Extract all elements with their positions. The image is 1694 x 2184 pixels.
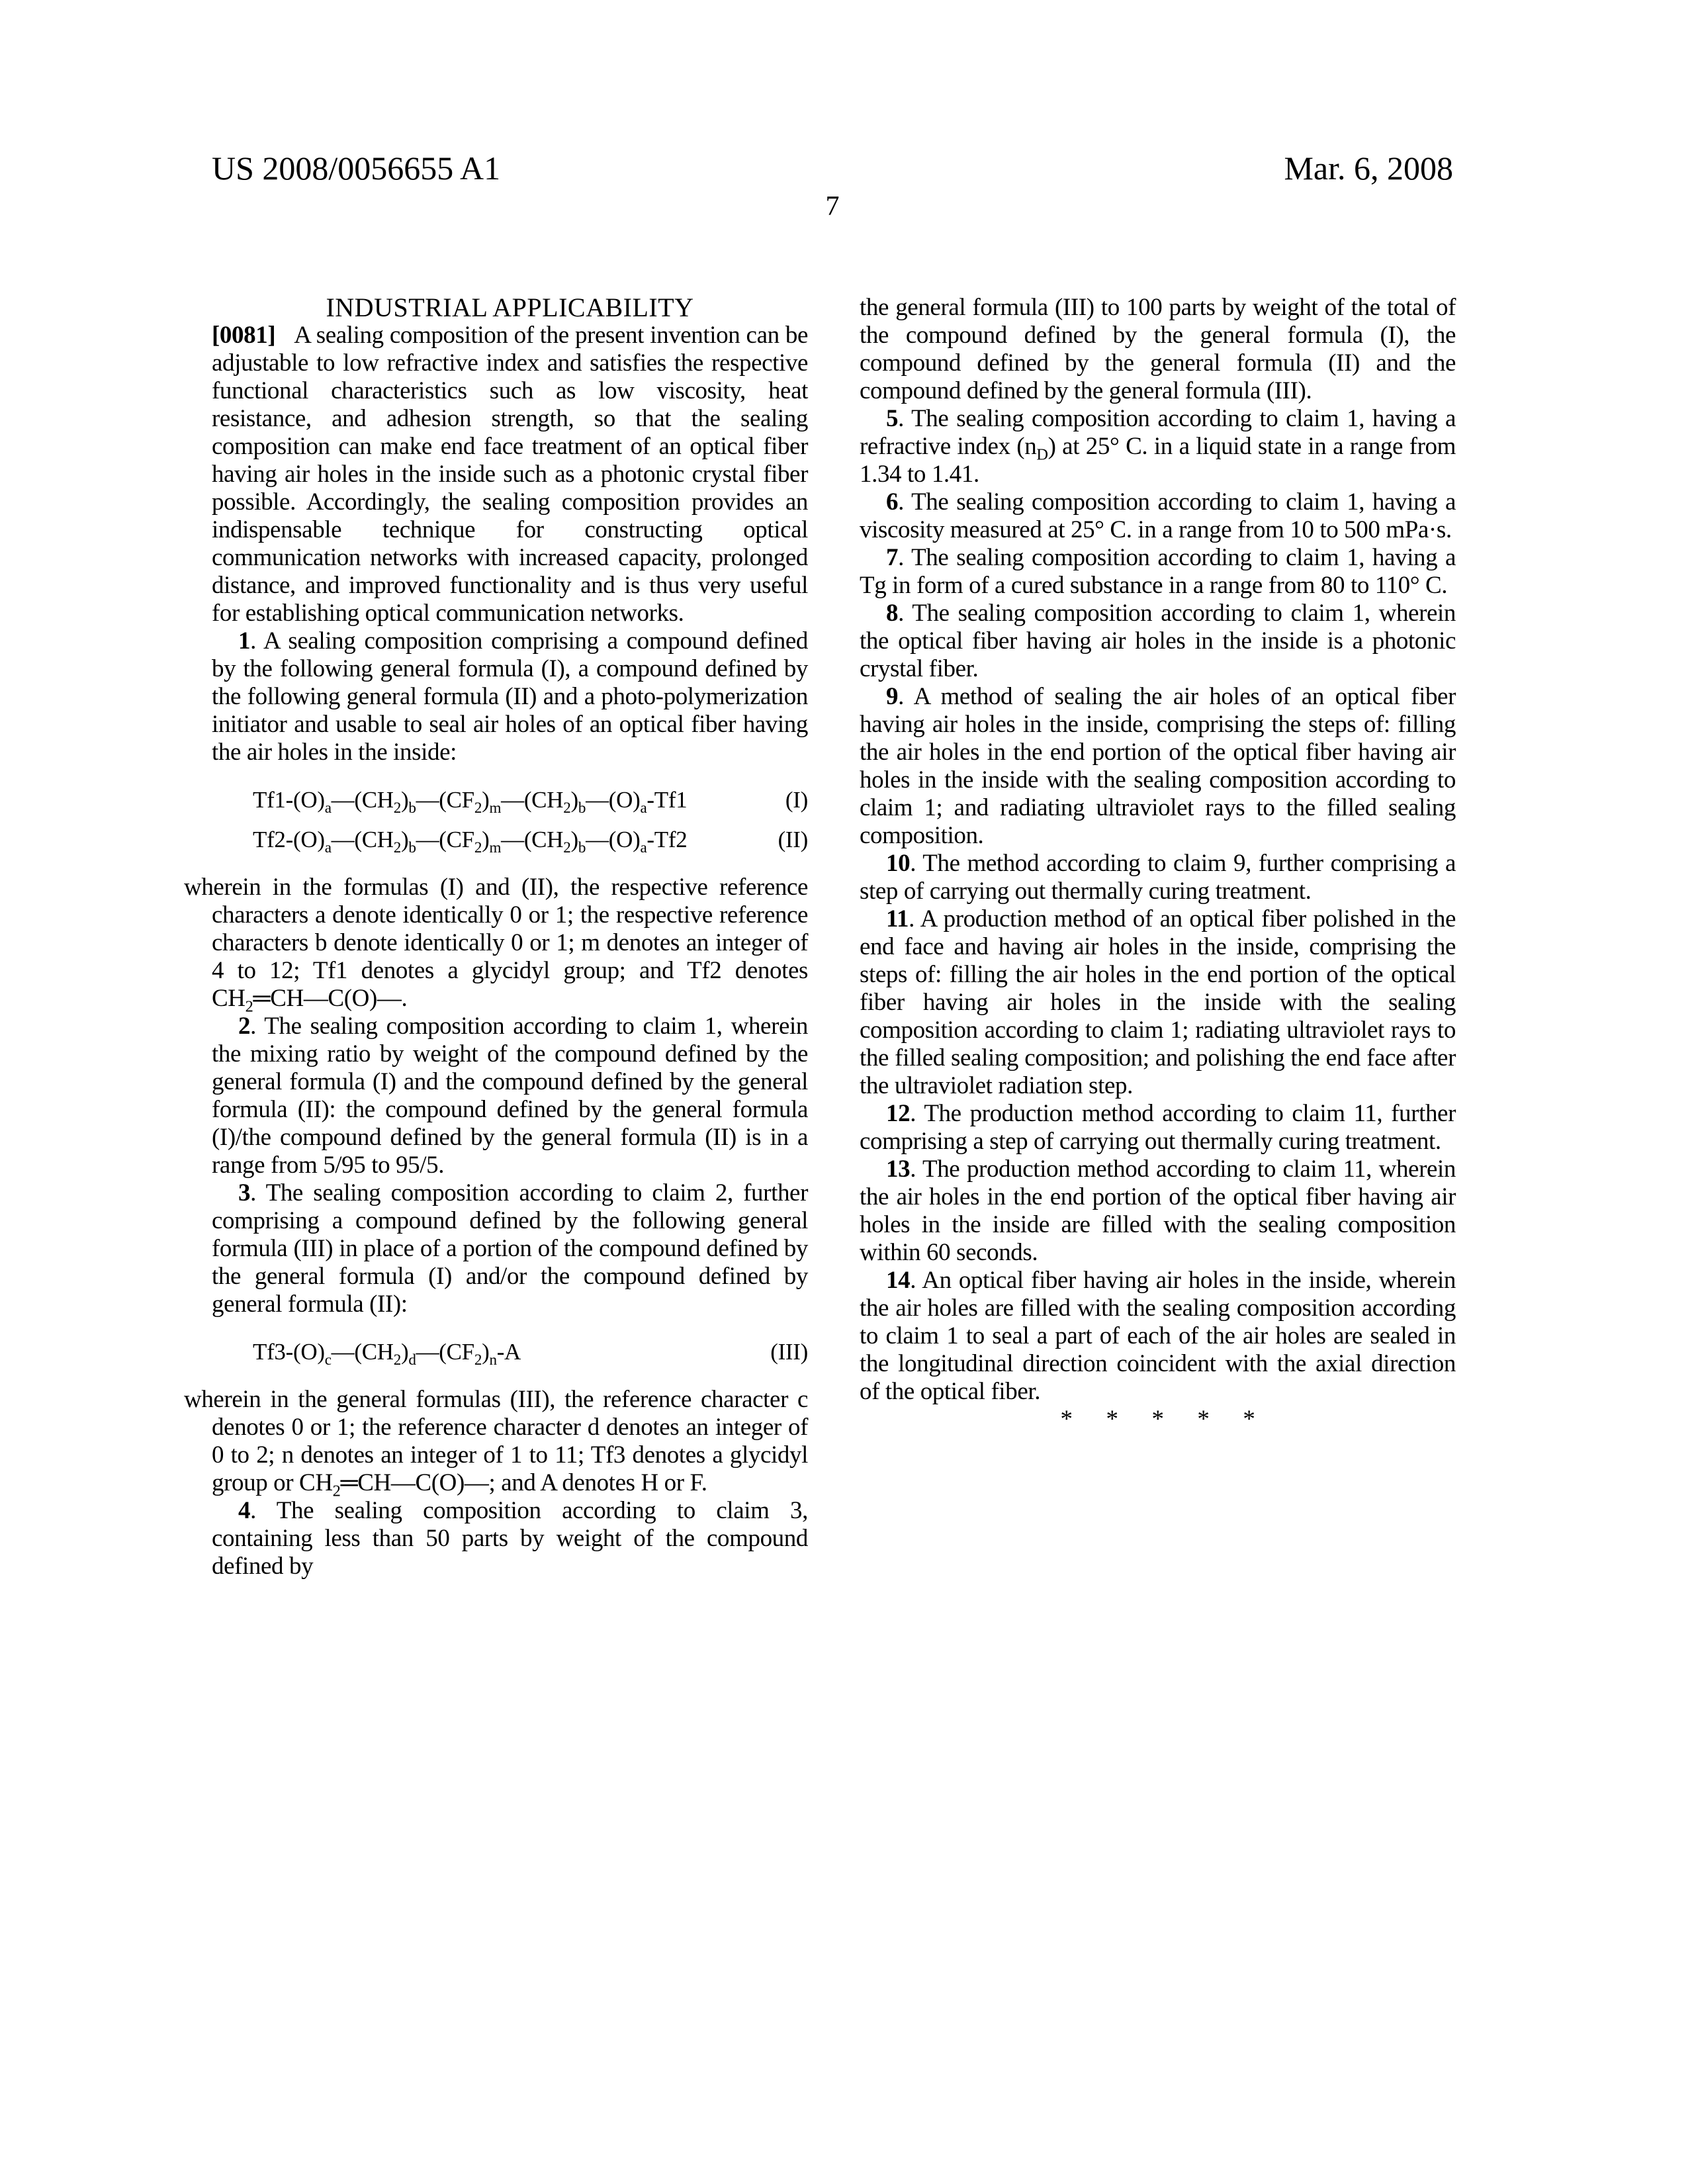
claim-13-number: 13 <box>886 1156 911 1183</box>
claim-8-number: 8 <box>886 600 899 627</box>
claim-8-text: . The sealing composition according to claim 1, wherein the optical fiber having air holes in the inside is a photonic crystal fiber. <box>860 600 1456 682</box>
claim-4-continuation: the general formula (III) to 100 parts by weight of the total of the compound defined by the general formula (I), the compound defined by the general formula (II) and the compound defined by the general formula (III). <box>860 294 1456 404</box>
formula-III <box>212 1338 808 1366</box>
claim-10-paragraph <box>860 850 1456 905</box>
paragraph-0081 <box>212 322 808 627</box>
claim-2-number: 2 <box>238 1013 251 1040</box>
claim-12-text: . The production method according to claim 11, further comprising a step of carrying out thermally curing treatment. <box>860 1100 1456 1155</box>
wherein-clause-formulas-I-II: wherein in the formulas (I) and (II), the respective reference characters a denote identically 0 or 1; the respective reference characters b denote identically 0 or 1; m denotes an integer of 4 to 12; Tf1 denotes a glycidyl group; and Tf2 denotes $CH_2═CH—C(O)—$. <box>184 874 808 1016</box>
formula-II-label: (II) <box>778 827 808 852</box>
running-header <box>212 150 1453 187</box>
claim-7-text: . The sealing composition according to claim 1, having a Tg in form of a cured substance in a range from 80 to 110° C. <box>860 544 1456 599</box>
right-column <box>860 294 1456 1580</box>
claim-14-number: 14 <box>886 1267 911 1294</box>
formula-III-body: $Tf3-(O)_c—(CH_2)_d—(CF_2)_n-A$ <box>253 1339 521 1368</box>
formula-III-label: (III) <box>770 1339 808 1365</box>
claim-4-number: 4 <box>238 1497 251 1524</box>
publication-number: US 2008/0056655 A1 <box>212 150 501 187</box>
claim-9-paragraph <box>860 683 1456 850</box>
claim-4-text: . The sealing composition according to claim 3, containing less than 50 parts by weight of the compound defined by <box>212 1497 808 1580</box>
claim-6-number: 6 <box>886 488 899 516</box>
end-of-claims-marker: * * * * * <box>1060 1406 1255 1433</box>
formula-I-label: (I) <box>785 787 808 813</box>
two-column-body <box>184 293 1456 1580</box>
claim-9-number: 9 <box>886 683 899 710</box>
claim-5-number: 5 <box>886 405 899 432</box>
claim-3-number: 3 <box>238 1179 251 1206</box>
claim-10-number: 10 <box>886 850 911 877</box>
claim-3-text: . The sealing composition according to claim 2, further comprising a compound defined by the following general formula (III) in place of a portion of the compound defined by the general formula (I) and/or the compound defined by general formula (II): <box>212 1179 808 1318</box>
claim-1-text: . A sealing composition comprising a compound defined by the following general formula (I), a compound defined by the following general formula (II) and a photo-polymerization initiator and usable to seal air holes of an optical fiber having the air holes in the inside: <box>212 627 808 766</box>
paragraph-text: A sealing composition of the present invention can be adjustable to low refractive index and satisfies the respective functional characteristics such as low viscosity, heat resistance, and adhesion strength, so that the sealing composition can make end face treatment of an optical fiber having air holes in the inside such as a photonic crystal fiber possible. Accordingly, the sealing composition provides an indispensable technique for constructing optical communication networks with increased capacity, prolonged distance, and improved functionality and is thus very useful for establishing optical communication networks. <box>212 322 808 627</box>
formula-II-body: $Tf2-(O)_a—(CH_2)_b—(CF_2)_m—(CH_2)_b—(O)_a-Tf2$ <box>253 827 688 856</box>
claim-4-paragraph <box>212 1497 808 1580</box>
claim-11-text: . A production method of an optical fiber polished in the end face and having air holes in the inside, comprising the steps of: filling the air holes in the end portion of the optical fiber having air holes in the inside with the sealing composition according to claim 1; radiating ultraviolet rays to the filled sealing composition; and polishing the end face after the ultraviolet radiation step. <box>860 905 1456 1099</box>
claim-2-paragraph <box>212 1013 808 1179</box>
claim-12-number: 12 <box>886 1100 911 1127</box>
paragraph-tag: [0081] <box>212 322 276 349</box>
claim-9-text: . A method of sealing the air holes of an optical fiber having air holes in the inside, comprising the steps of: filling the air holes in the end portion of the optical fiber having air holes in the inside with the sealing composition according to claim 1; and radiating ultraviolet rays to the filled sealing composition. <box>860 683 1456 849</box>
claim-5-text: . The sealing composition according to claim 1, having a refractive index $(n_D)$ at 25° C. in a liquid state in a range from 1.34 to 1.41. <box>860 405 1456 488</box>
claim-8-paragraph <box>860 600 1456 683</box>
claim-1-number: 1 <box>238 627 251 655</box>
claim-6-paragraph <box>860 488 1456 544</box>
claim-11-number: 11 <box>886 905 909 933</box>
claim-12-paragraph <box>860 1100 1456 1156</box>
claim-13-text: . The production method according to claim 11, wherein the air holes in the end portion of the optical fiber having air holes in the inside are filled with the sealing composition within 60 seconds. <box>860 1156 1456 1266</box>
claim-3-paragraph <box>212 1179 808 1318</box>
claim-7-paragraph <box>860 544 1456 600</box>
claim-2-text: . The sealing composition according to claim 1, wherein the mixing ratio by weight of the compound defined by the general formula (I) and the compound defined by the general formula (II): the compound defined by the general formula (I)/the compound defined by the general formula (II) is in a range from 5/95 to 95/5. <box>212 1013 808 1179</box>
formula-I-body: $Tf1-(O)_a—(CH_2)_b—(CF_2)_m—(CH_2)_b—(O)_a-Tf1$ <box>253 787 688 816</box>
claim-14-text: . An optical fiber having air holes in the inside, wherein the air holes are filled with the sealing composition according to claim 1 to seal a part of each of the air holes are sealed in the longitudinal direction coincident with the axial direction of the optical fiber. <box>860 1267 1456 1405</box>
claim-11-paragraph <box>860 905 1456 1100</box>
claim-5-paragraph <box>860 405 1456 488</box>
claim-1-paragraph <box>212 627 808 766</box>
claim-10-text: . The method according to claim 9, further comprising a step of carrying out thermally curing treatment. <box>860 850 1456 905</box>
left-column <box>184 293 808 1580</box>
formula-I <box>212 786 808 814</box>
claim-14-paragraph <box>860 1267 1456 1406</box>
claim-13-paragraph <box>860 1156 1456 1267</box>
page-number: 7 <box>825 191 840 222</box>
wherein-clause-formula-III: wherein in the general formulas (III), the reference character c denotes 0 or 1; the reference character d denotes an integer of 0 to 2; n denotes an integer of 1 to 11; Tf3 denotes a glycidyl group or $CH_2═CH—C(O)—$; and A denotes H or F. <box>184 1386 808 1500</box>
formula-II <box>212 826 808 854</box>
section-heading: INDUSTRIAL APPLICABILITY <box>326 293 694 322</box>
publication-date: Mar. 6, 2008 <box>1284 150 1453 187</box>
claim-7-number: 7 <box>886 544 899 571</box>
claim-6-text: . The sealing composition according to claim 1, having a viscosity measured at 25° C. in a range from 10 to 500 mPa·s. <box>860 488 1456 543</box>
